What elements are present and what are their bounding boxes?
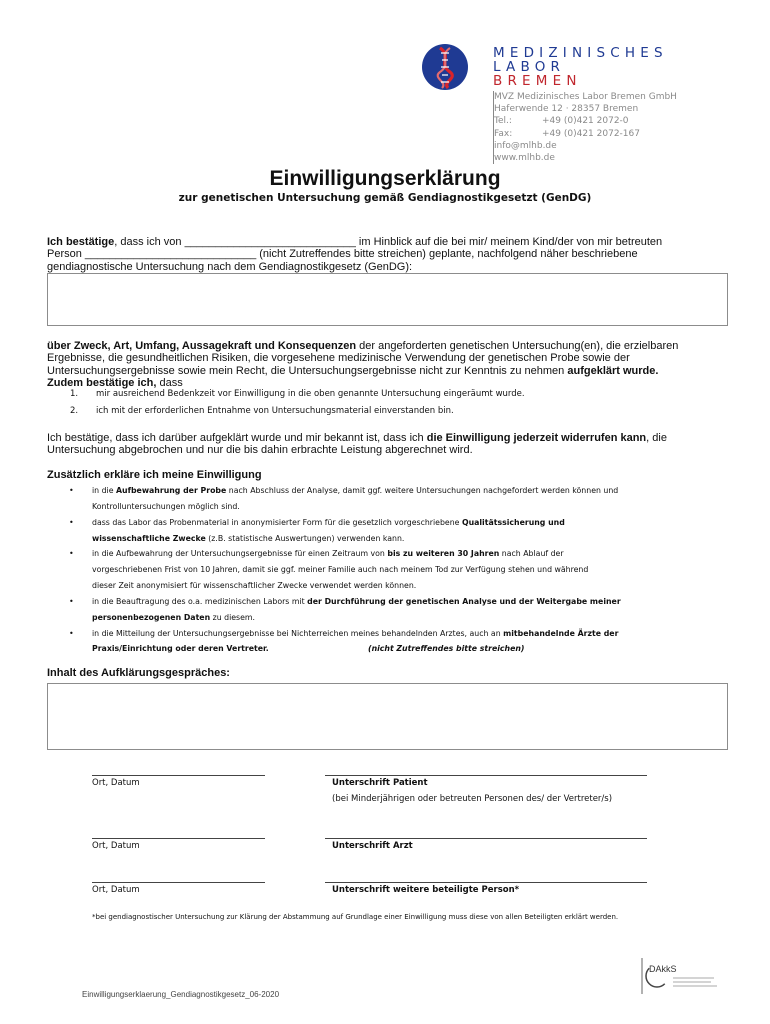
signature-line <box>325 838 647 839</box>
revoke-paragraph: Ich bestätige, dass ich darüber aufgeklärt wurde und mir bekannt ist, dass ich die Einwilligung jederzeit widerrufen kann, die Untersuchung abgebrochen und nur die bis dahin erbrachte Leistung abgerechnet wird. <box>47 432 667 457</box>
other-person-signature-label: Unterschrift weitere beteiligte Person* <box>332 885 520 895</box>
place-date-label: Ort, Datum <box>92 885 140 895</box>
phone-row: Tel.: +49 (0)421 2072-0 <box>494 116 629 127</box>
list-item: dass das Labor das Probenmaterial in anonymisierter Form für die gesetzlich vorgeschriebene Qualitätssicherung und <box>92 518 565 527</box>
list-item: in die Aufbewahrung der Untersuchungsergebnisse für einen Zeitraum von bis zu weiteren 30 Jahren nach Ablauf der <box>92 549 564 558</box>
email-link[interactable]: info@mlhb.de <box>494 140 557 151</box>
list-item: in die Mitteilung der Untersuchungsergebnisse bei Nichterreichen meines behandelnden Arztes, auch an mitbehandelnde Ärzte der <box>92 629 619 638</box>
signature-line <box>92 838 265 839</box>
list-item: 2. ich mit der erforderlichen Entnahme von Untersuchungsmaterial einverstanden bin. <box>70 405 454 416</box>
confirm-paragraph: Ich bestätige, dass ich von ____________________________ im Hinblick auf die bei mir/ meinem Kind/der von mir betreuten Person ____________________________ (nicht Zutreffendes bitte streichen) geplante, nachfolgend näher beschriebene gendiagnostische Untersuchung nach dem Gendiagnostikgesetz (GenDG): <box>47 236 663 273</box>
signature-line <box>92 775 265 776</box>
list-item: in die Aufbewahrung der Probe nach Abschluss der Analyse, damit ggf. weitere Untersuchungen nachgefordert werden können und <box>92 486 619 495</box>
additional-consent-heading: Zusätzlich erkläre ich meine Einwilligung <box>47 469 262 481</box>
purpose-paragraph: über Zweck, Art, Umfang, Aussagekraft und Konsequenzen der angeforderten genetischen Untersuchung(en), die erzielbaren Ergebnisse, die gesundheitlichen Risiken, die vorgesehene medizinische Verwendung der genetischen Probe sowie der Untersuchungsergebnisse sowie mein Recht, die Untersuchungsergebnisse nicht zur Kenntnis zu nehmen aufgeklärt wurde. Zudem bestätige ich, dass <box>47 340 679 389</box>
consultation-heading: Inhalt des Aufklärungsgespräches: <box>47 667 230 679</box>
address-block <box>493 91 677 164</box>
strike-note: (nicht Zutreffendes bitte streichen) <box>368 644 525 653</box>
place-date-label: Ort, Datum <box>92 841 140 851</box>
numbered-list <box>70 386 525 419</box>
signature-line <box>92 882 265 883</box>
list-item: 1. mir ausreichend Bedenkzeit vor Einwilligung in die oben genannte Untersuchung eingeräumt wurde. <box>70 389 525 399</box>
patient-signature-label: Unterschrift Patient <box>332 778 428 788</box>
doctor-signature-label: Unterschrift Arzt <box>332 841 413 851</box>
signature-line <box>325 775 647 776</box>
place-date-label: Ort, Datum <box>92 778 140 788</box>
logo-word-line1: MEDIZINISCHES <box>493 45 668 61</box>
list-item: in die Beauftragung des o.a. medizinischen Labors mit der Durchführung der genetischen Analyse und der Weitergabe meiner <box>92 597 621 606</box>
logo-word-line3: BREMEN <box>493 73 582 89</box>
patient-signature-note: (bei Minderjährigen oder betreuten Personen des/ der Vertreter/s) <box>332 794 613 804</box>
signature-line <box>325 882 647 883</box>
fax-row: Fax: +49 (0)421 2072-167 <box>494 128 640 139</box>
footnote: *bei gendiagnostischer Untersuchung zur Klärung der Abstammung auf Grundlage einer Einwilligung muss diese von allen Beteiligten erklärt werden. <box>92 913 619 921</box>
document-subtitle: zur genetischen Untersuchung gemäß Gendiagnostikgesetzt (GenDG) <box>178 192 592 204</box>
dakks-text: DAkkS <box>649 964 677 974</box>
examination-description-box[interactable] <box>47 273 728 326</box>
consent-bullet-list: • in die Aufbewahrung der Probe nach Abschluss der Analyse, damit ggf. weitere Untersuchungen nachgefordert werden können und Kontrolluntersuchungen möglich sind. • dass das Labor das Probenmaterial in anonymisierter Form für die gesetzlich vorgeschriebene Qualitätssicherung und wissenschaftliche Zwecke (z.B. statistische Auswertungen) verwenden kann. • in die Aufbewahrung der Untersuchungsergebnisse für einen Zeitraum von bis zu weiteren 30 Jahren nach Ablauf der vorgeschriebenen Frist von 10 Jahren, damit sie ggf. meiner Familie auch nach meinem Tod zur Verfügung stehen und während dieser Zeit anonymisiert für wissenschaftlicher Zwecke verwendet werden können. • in die Beauftragung des o.a. medizinischen Labors mit der Durchführung der genetischen Analyse und der Weitergabe meiner personenbezogenen Daten zu diesem. • in die Mitteilung der Untersuchungsergebnisse bei Nichterreichen meines behandelnden Arztes, auch an mitbehandelnde Ärzte der Praxis/Einrichtung oder deren Vertreter. (nicht Zutreffendes bitte streichen) <box>0 483 770 653</box>
lab-logo-emblem <box>422 44 468 90</box>
company-name: MVZ Medizinisches Labor Bremen GmbH <box>494 92 677 102</box>
footer-filename: Einwilligungserklaerung_Gendiagnostikgesetz_06-2020 <box>82 990 280 999</box>
consultation-content-box[interactable] <box>47 683 728 750</box>
dakks-accreditation-mark <box>639 956 729 996</box>
logo-word-line2: LABOR <box>493 59 566 75</box>
document-title: Einwilligungserklärung <box>269 167 501 190</box>
street-address: Haferwende 12 · 28357 Bremen <box>494 104 639 115</box>
website-link[interactable]: www.mlhb.de <box>494 153 555 164</box>
